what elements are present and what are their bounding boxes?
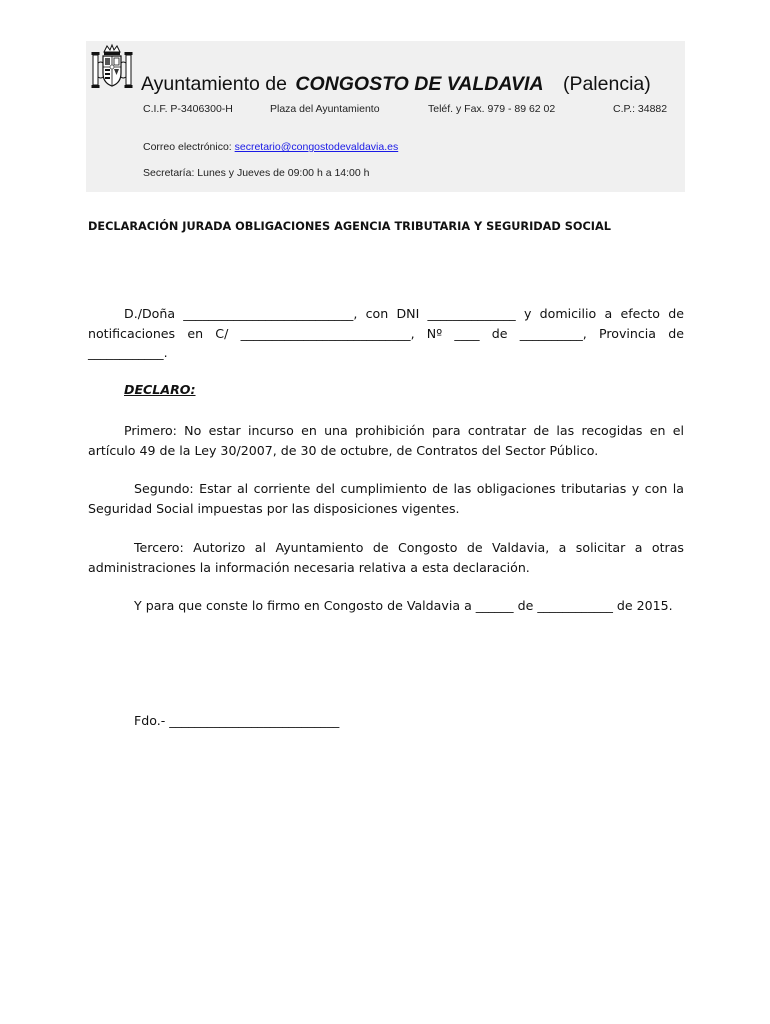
address: Plaza del Ayuntamiento — [270, 103, 380, 115]
province-name: (Palencia) — [562, 73, 651, 95]
coat-of-arms-icon — [90, 43, 134, 93]
email-label: Correo electrónico: — [143, 141, 235, 153]
clause-tercero: Tercero: Autorizo al Ayuntamiento de Congosto de Valdavia, a solicitar a otras administraciones la información necesaria relativa a esta declaración. — [88, 540, 684, 575]
phone-fax: Teléf. y Fax. 979 - 89 62 02 — [428, 103, 556, 115]
town-name: CONGOSTO DE VALDAVIA — [295, 73, 544, 95]
letterhead — [86, 41, 685, 192]
cif-number: C.I.F. P-3406300-H — [143, 103, 233, 115]
title-prefix: Ayuntamiento de — [141, 73, 287, 95]
signature-line: Fdo.- ___________________________ — [134, 713, 340, 728]
office-hours: Secretaría: Lunes y Jueves de 09:00 h a 14:00 h — [143, 167, 370, 179]
postal-code: C.P.: 34882 — [613, 103, 668, 115]
email-line — [143, 141, 398, 153]
letterhead-title — [141, 73, 651, 96]
clause-segundo: Segundo: Estar al corriente del cumplimiento de las obligaciones tributarias y con la Seguridad Social impuestas por las disposiciones vigentes. — [88, 481, 684, 516]
declarant-details-paragraph: D./Doña ___________________________, con DNI ______________ y domicilio a efecto de notificaciones en C/ ___________________________, Nº ____ de __________, Provincia de ____________. — [88, 306, 684, 360]
email-link[interactable]: secretario@congostodevaldavia.es — [234, 141, 399, 153]
signing-place-date: Y para que conste lo firmo en Congosto de Valdavia a ______ de ____________ de 2015. — [134, 598, 673, 613]
declaro-heading: DECLARO: — [124, 382, 196, 397]
document-title: DECLARACIÓN JURADA OBLIGACIONES AGENCIA TRIBUTARIA Y SEGURIDAD SOCIAL — [88, 220, 611, 233]
clause-primero: Primero: No estar incurso en una prohibición para contratar de las recogidas en el artículo 49 de la Ley 30/2007, de 30 de octubre, de Contratos del Sector Público. — [88, 423, 684, 458]
